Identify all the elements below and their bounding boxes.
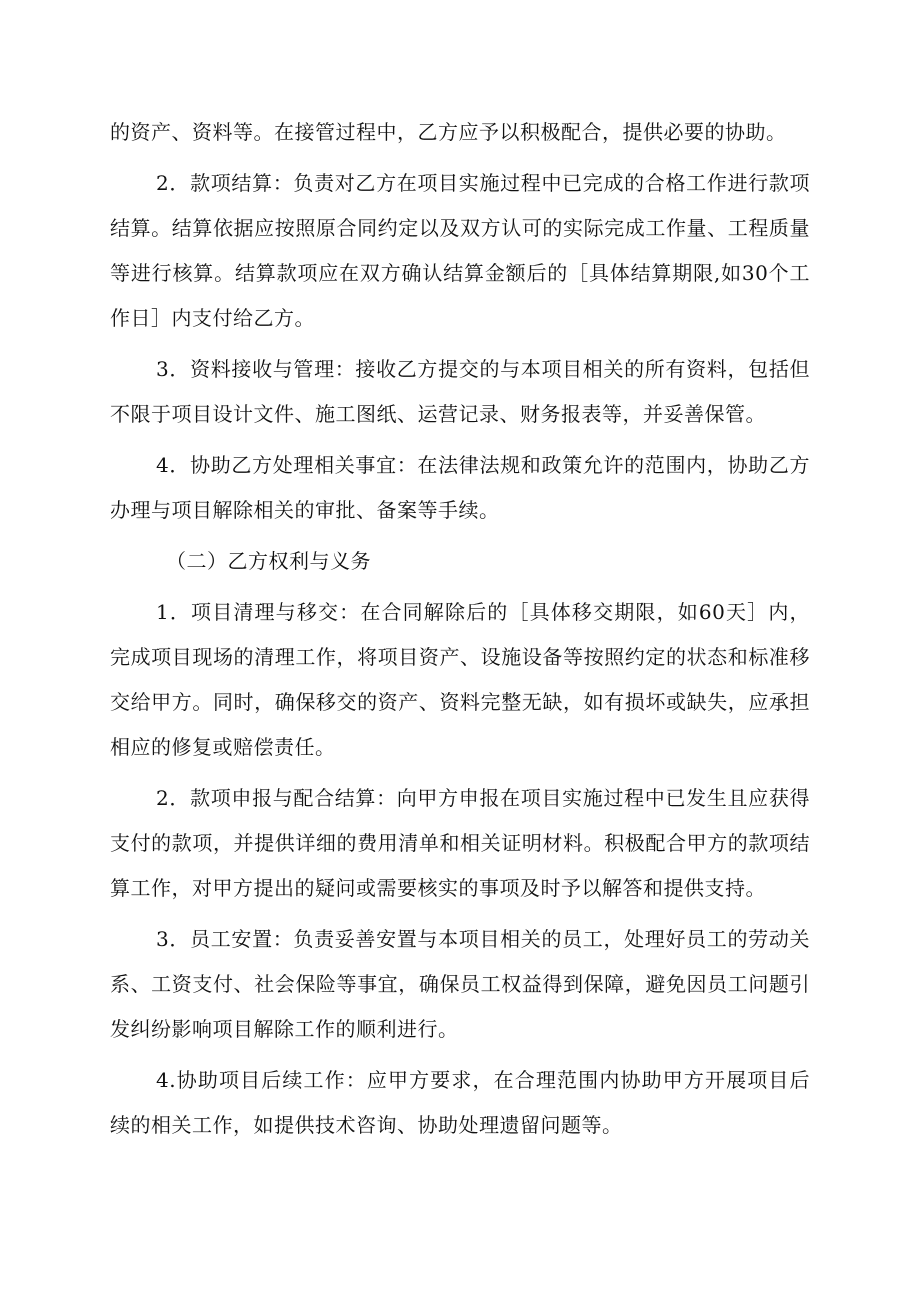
paragraph-project-handover: 1．项目清理与移交：在合同解除后的［具体移交期限，如60天］内，完成项目现场的清理工作，将项目资产、设施设备等按照约定的状态和标准移交给甲方。同时，确保移交的资产、资料完整无缺，如有损坏或缺失，应承担相应的修复或赔偿责任。 [110, 600, 810, 759]
document-page [110, 110, 810, 1154]
paragraph-assist-party-b: 4．协助乙方处理相关事宜：在法律法规和政策允许的范围内，协助乙方办理与项目解除相关的审批、备案等手续。 [110, 453, 810, 522]
paragraph-continuation: 的资产、资料等。在接管过程中，乙方应予以积极配合，提供必要的协助。 [110, 120, 787, 144]
paragraph-document-receipt: 3．资料接收与管理：接收乙方提交的与本项目相关的所有资料，包括但不限于项目设计文件、施工图纸、运营记录、财务报表等，并妥善保管。 [110, 357, 810, 426]
paragraph-follow-up-work: 4.协助项目后续工作：应甲方要求，在合理范围内协助甲方开展项目后续的相关工作，如提供技术咨询、协助处理遗留问题等。 [110, 1068, 810, 1137]
paragraph-settlement: 2．款项结算：负责对乙方在项目实施过程中已完成的合格工作进行款项结算。结算依据应按照原合同约定以及双方认可的实际完成工作量、工程质量等进行核算。结算款项应在双方确认结算金额后的［具体结算期限,如30个工作日］内支付给乙方。 [110, 171, 810, 330]
section-heading-party-b-rights: （二）乙方权利与义务 [166, 549, 371, 573]
paragraph-payment-declaration: 2．款项申报与配合结算：向甲方申报在项目实施过程中已发生且应获得支付的款项，并提供详细的费用清单和相关证明材料。积极配合甲方的款项结算工作，对甲方提出的疑问或需要核实的事项及时予以解答和提供支持。 [110, 786, 810, 900]
paragraph-staff-placement: 3．员工安置：负责妥善安置与本项目相关的员工，处理好员工的劳动关系、工资支付、社会保险等事宜，确保员工权益得到保障，避免因员工问题引发纠纷影响项目解除工作的顺利进行。 [110, 927, 810, 1041]
